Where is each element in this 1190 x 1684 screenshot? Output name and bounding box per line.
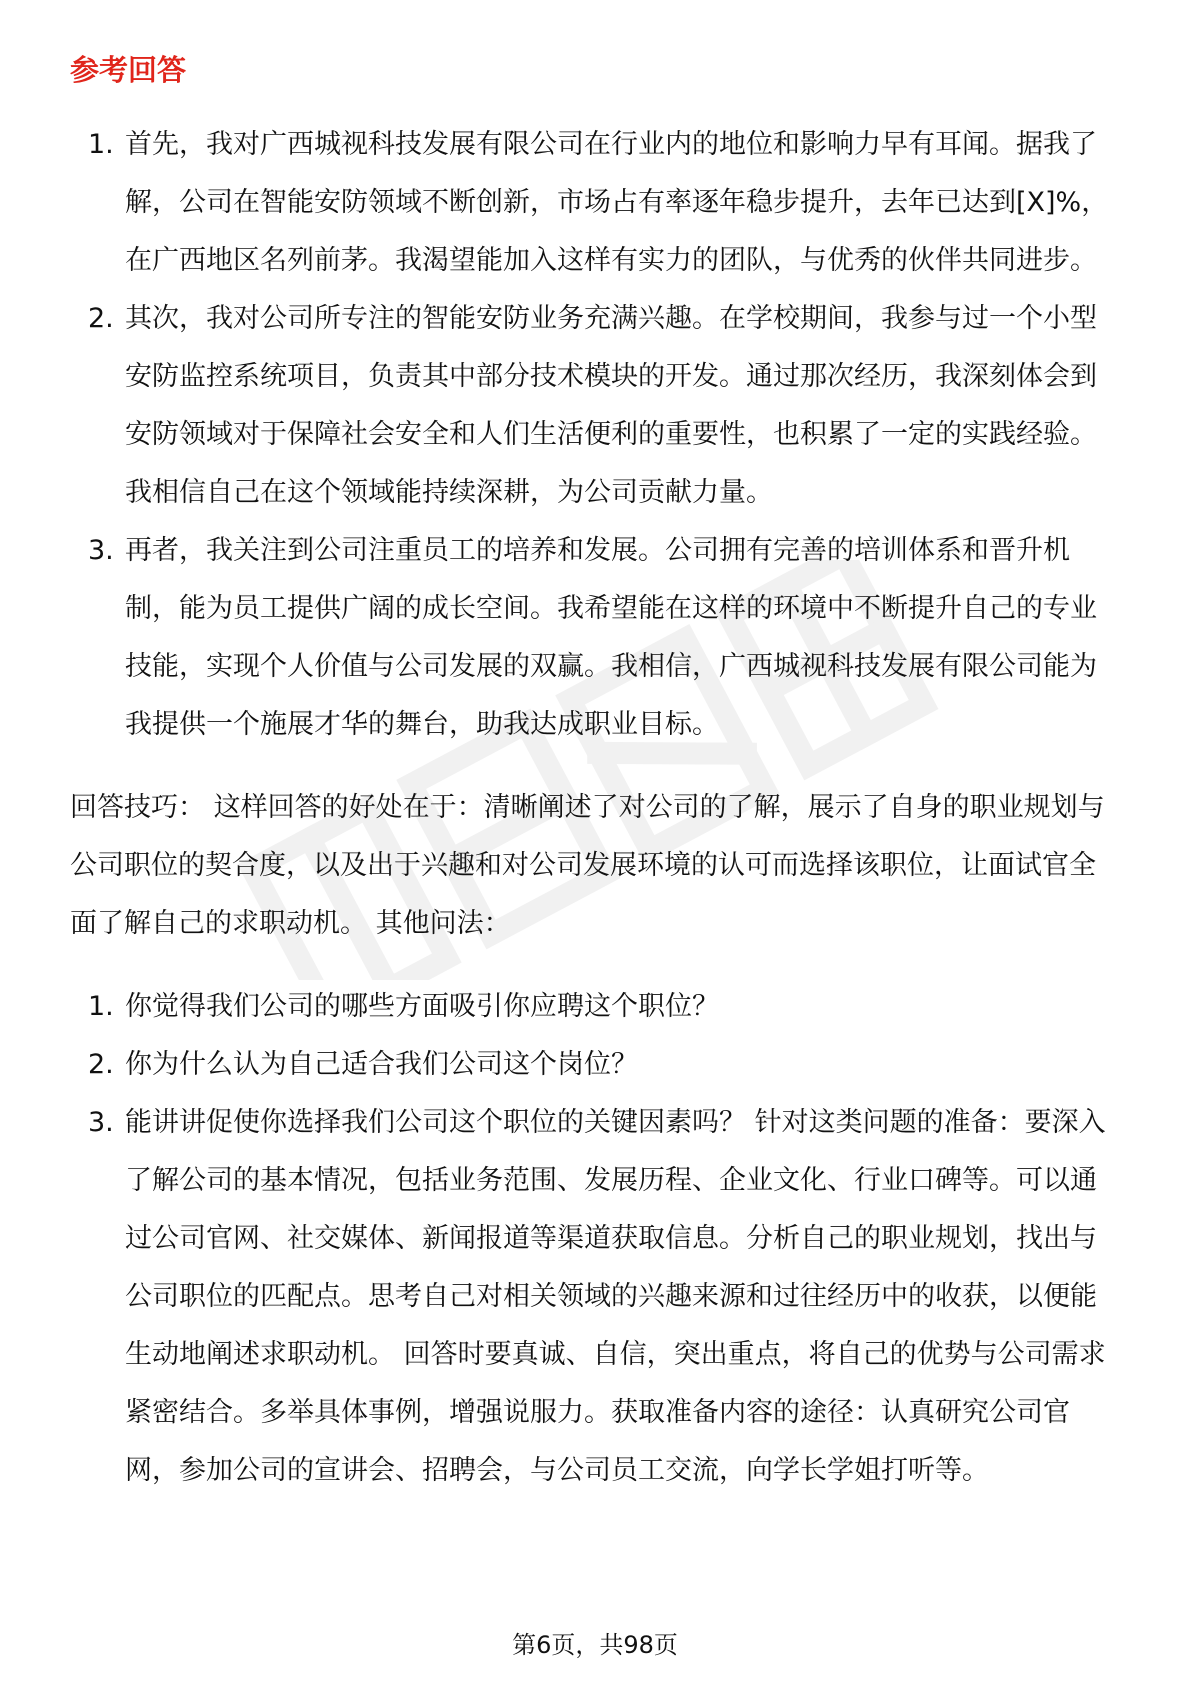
list-item-text: 首先，我对广西城视科技发展有限公司在行业内的地位和影响力早有耳闻。据我了解，公司在智能安防领域不断创新，市场占有率逐年稳步提升，去年已达到[X]%，在广西地区名列前茅。我渴望能加入这样有实力的团队，与优秀的伙伴共同进步。 (125, 129, 1109, 276)
answer-list (70, 116, 1120, 754)
list-item (70, 978, 1120, 1036)
list-number: 2. (88, 1049, 114, 1080)
list-item-text: 你为什么认为自己适合我们公司这个岗位？ (125, 1049, 638, 1080)
list-item (70, 116, 1120, 290)
list-item (70, 1094, 1120, 1500)
list-number: 2. (88, 303, 114, 334)
list-number: 3. (88, 535, 114, 566)
tip-paragraph: 回答技巧： 这样回答的好处在于：清晰阐述了对公司的了解，展示了自身的职业规划与公司职位的契合度，以及出于兴趣和对公司发展环境的认可而选择该职位，让面试官全面了解自己的求职动机。 其他问法： (70, 792, 1105, 939)
list-number: 1. (88, 129, 114, 160)
question-list (70, 978, 1120, 1500)
list-item-text: 其次，我对公司所专注的智能安防业务充满兴趣。在学校期间，我参与过一个小型安防监控系统项目，负责其中部分技术模块的开发。通过那次经历，我深刻体会到安防领域对于保障社会安全和人们生活便利的重要性，也积累了一定的实践经验。我相信自己在这个领域能持续深耕，为公司贡献力量。 (125, 303, 1097, 508)
page-number: 第6页，共98页 (512, 1631, 678, 1659)
section-title: 参考回答 (70, 53, 187, 87)
list-item-text: 再者，我关注到公司注重员工的培养和发展。公司拥有完善的培训体系和晋升机制，能为员工提供广阔的成长空间。我希望能在这样的环境中不断提升自己的专业技能，实现个人价值与公司发展的双赢。我相信，广西城视科技发展有限公司能为我提供一个施展才华的舞台，助我达成职业目标。 (125, 535, 1097, 740)
list-item (70, 1036, 1120, 1094)
list-item (70, 290, 1120, 522)
list-item (70, 522, 1120, 754)
list-number: 1. (88, 991, 114, 1022)
list-item-text: 你觉得我们公司的哪些方面吸引你应聘这个职位？ (125, 991, 719, 1022)
content-body (70, 116, 1120, 1500)
list-number: 3. (88, 1107, 114, 1138)
list-item-text: 能讲讲促使你选择我们公司这个职位的关键因素吗？ 针对这类问题的准备：要深入了解公司的基本情况，包括业务范围、发展历程、企业文化、行业口碑等。可以通过公司官网、社交媒体、新闻报道等渠道获取信息。分析自己的职业规划，找出与公司职位的匹配点。思考自己对相关领域的兴趣来源和过往经历中的收获，以便能生动地阐述求职动机。 回答时要真诚、自信，突出重点，将自己的优势与公司需求紧密结合。多举具体事例，增强说服力。获取准备内容的途径：认真研究公司官网，参加公司的宣讲会、招聘会，与公司员工交流，向学长学姐打听等。 (125, 1107, 1106, 1486)
